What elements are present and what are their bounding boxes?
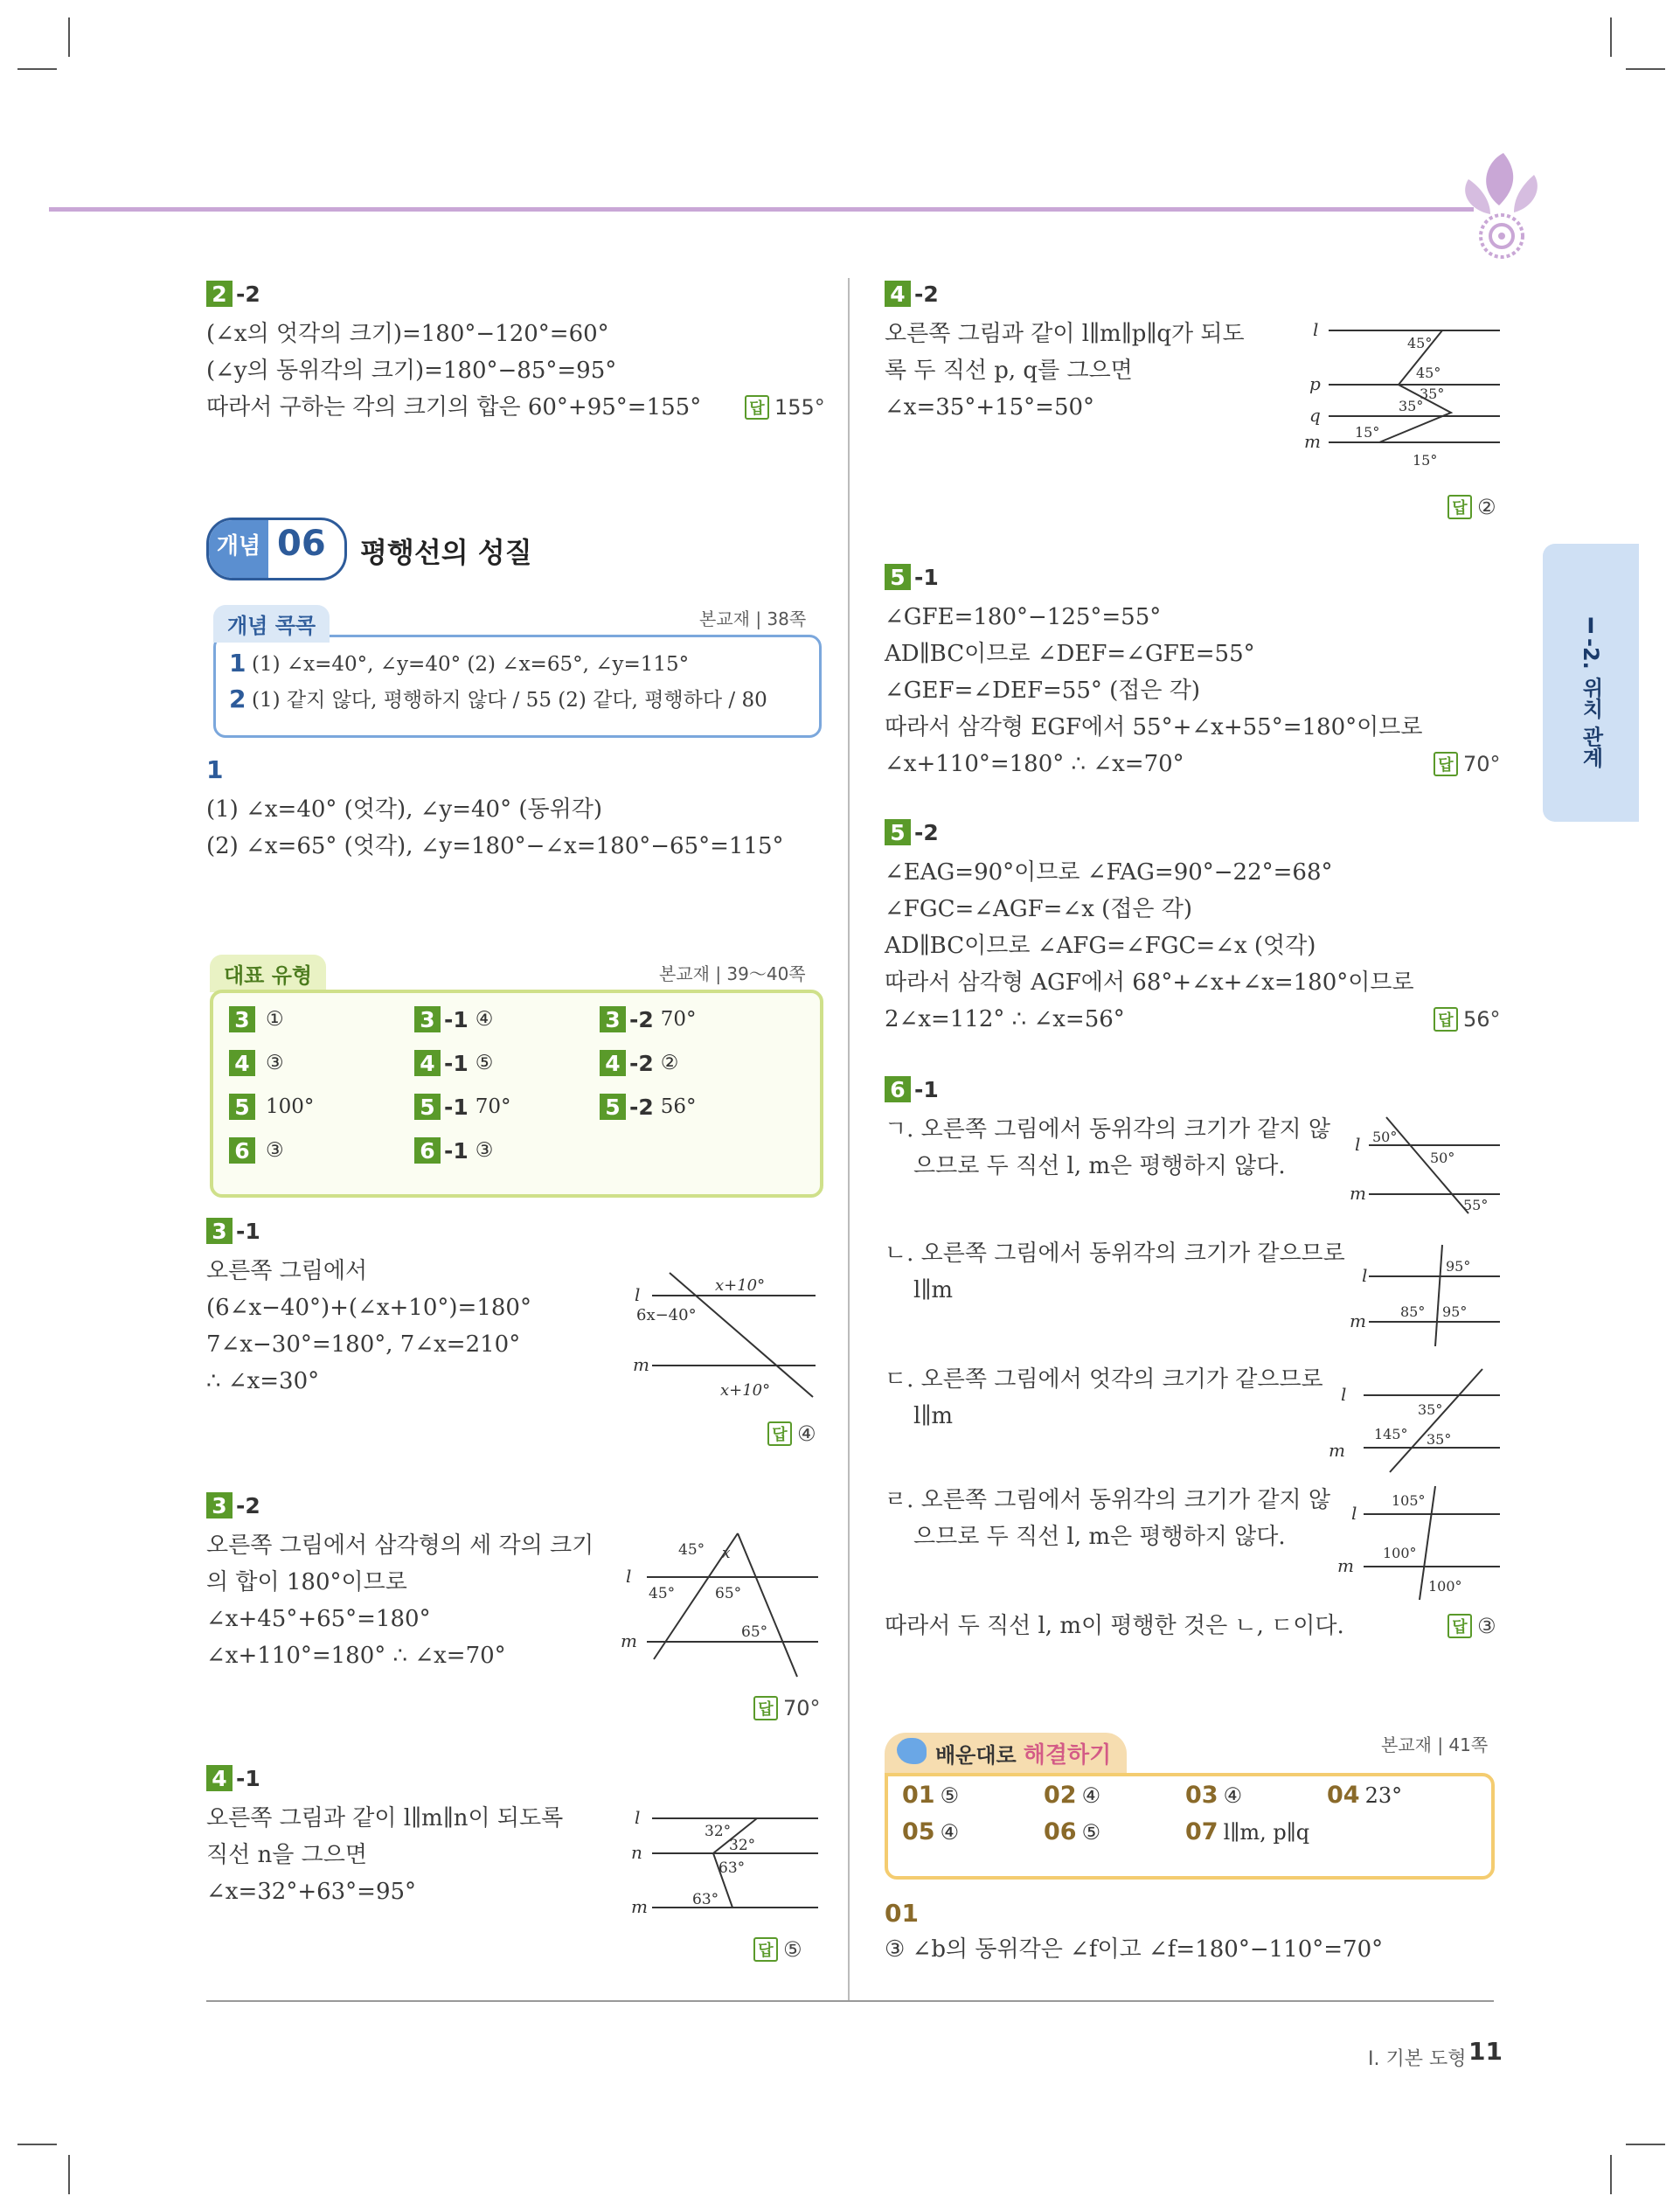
p61-c-line-1: ㄷ. 오른쪽 그림에서 엇각의 크기가 같으므로 [885,1366,1323,1393]
fig61c-m: m [1329,1440,1345,1461]
daepyo-item: 5 -1 70° [414,1093,511,1121]
daepyo-item: 3 -2 70° [600,1005,697,1033]
problem-label-3-2: 3 -2 [206,1491,260,1519]
p61-a-line-1: ㄱ. 오른쪽 그림에서 동위각의 크기가 같지 않 [885,1116,1330,1143]
fig61b-a1: 95° [1446,1258,1471,1275]
baeun-title-b: 해결하기 [1023,1741,1112,1769]
fig61c-a1: 35° [1418,1401,1443,1418]
fig32-l: l [626,1566,632,1587]
footer-chapter: Ⅰ. 기본 도형 [1368,2048,1467,2070]
p41-answer: 답 ⑤ [753,1937,802,1962]
fig61b-a2: 85° [1400,1303,1426,1320]
p61-d-line-2: 으므로 두 직선 l, m은 평행하지 않다. [885,1524,1286,1550]
fig31-l: l [635,1284,641,1305]
fig41-a4: 63° [692,1891,719,1908]
fig42-a3: 35° [1420,386,1445,402]
fig31-a3: x+10° [720,1381,771,1400]
kongkong-num-2: 2 [229,685,246,713]
fig32-a2: x [722,1545,731,1562]
solution-1-num: 1 [206,755,224,784]
side-tab-label: Ⅰ-2. 위치 관계 [1579,614,1603,768]
fig32-a4: 65° [715,1585,742,1602]
p32-line-3: ∠x+45°+65°=180° [206,1606,431,1632]
crop-mark-br-v [1610,2155,1612,2194]
p22-answer: 답 155° [745,395,825,420]
fig61a-a1: 50° [1372,1129,1398,1145]
problem-label-3-1: 3 -1 [206,1217,260,1245]
concept-number: 06 [277,524,326,564]
fig31-a1: 6x−40° [636,1306,697,1324]
fig31-a2: x+10° [715,1276,766,1295]
fig61a-a2: 50° [1430,1150,1455,1166]
p22-line-1: (∠x의 엇각의 크기)=180°−120°=60° [206,321,609,347]
concept-title: 평행선의 성질 [360,536,532,569]
fig61d-a1: 105° [1392,1492,1426,1509]
solution-01-num: 01 [885,1899,919,1928]
daepyo-grid [229,1005,806,1189]
baeun-item: 01 ⑤ [902,1782,960,1809]
p41-line-1: 오른쪽 그림과 같이 l∥m∥n이 되도록 [206,1805,564,1831]
daepyo-item: 4 ③ [229,1049,284,1077]
fig42-a6: 15° [1413,452,1438,469]
problem-label-6-1: 6 -1 [885,1075,939,1103]
baeun-item: 04 23° [1327,1782,1403,1809]
figure-6-1-c [1329,1360,1503,1474]
p22-line-3: 따라서 구하는 각의 크기의 합은 60°+95°=155° [206,394,702,420]
fig61a-a3: 55° [1463,1197,1489,1213]
fig61d-m: m [1337,1555,1354,1576]
fig42-a2: 45° [1416,365,1441,381]
p52-line-3: AD∥BC이므로 ∠AFG=∠FGC=∠x (엇각) [885,933,1316,959]
crop-mark-tl [17,68,57,70]
crop-mark-bl [17,2144,57,2145]
figure-4-1 [626,1801,822,1923]
p42-line-1: 오른쪽 그림과 같이 l∥m∥p∥q가 되도 [885,321,1245,347]
kongkong-num-1: 1 [229,649,246,678]
kongkong-row-2: (1) 같지 않다, 평행하지 않다 / 55 (2) 같다, 평행하다 / 80 [252,689,767,712]
baeun-header [885,1733,1127,1773]
p32-line-2: 의 합이 180°이므로 [206,1569,407,1595]
concept-tag: 개념 [209,520,268,578]
p41-line-3: ∠x=32°+63°=95° [206,1879,417,1905]
p51-answer: 답 70° [1434,752,1501,776]
daepyo-title: 대표 유형 [210,955,326,992]
daepyo-ref: 본교재 | 39～40쪽 [659,963,806,984]
daepyo-item: 4 -1 ⑤ [414,1049,493,1077]
p51-line-5: ∠x+110°=180° ∴ ∠x=70° [885,751,1184,777]
column-divider [848,278,850,2000]
p31-line-1: 오른쪽 그림에서 [206,1258,368,1284]
p51-line-2: AD∥BC이므로 ∠DEF=∠GFE=55° [885,641,1255,667]
p52-line-4: 따라서 삼각형 AGF에서 68°+∠x+∠x=180°이므로 [885,969,1414,996]
fig32-a1: 45° [678,1541,705,1559]
p22-line-2: (∠y의 동위각의 크기)=180°−85°=95° [206,358,617,384]
baeun-item: 06 ⑤ [1044,1818,1101,1845]
figure-3-1 [628,1255,820,1413]
p32-answer: 답 70° [753,1696,821,1720]
kongkong-title: 개념 콕콕 [213,605,330,643]
fig61b-l: l [1362,1265,1368,1286]
fig61d-a3: 100° [1428,1578,1462,1595]
p52-line-2: ∠FGC=∠AGF=∠x (접은 각) [885,896,1193,922]
fig61a-l: l [1355,1134,1361,1155]
baeun-ref: 본교재 | 41쪽 [1381,1734,1489,1755]
fig42-q: q [1309,405,1321,426]
header-rule [49,207,1474,212]
fig32-a3: 45° [649,1585,676,1602]
baeun-item: 03 ④ [1185,1782,1243,1809]
kongkong-row-1: (1) ∠x=40°, ∠y=40° (2) ∠x=65°, ∠y=115° [252,653,690,676]
p51-line-1: ∠GFE=180°−125°=55° [885,604,1162,630]
baeun-grid [902,1782,1479,1869]
fig61c-a3: 35° [1427,1431,1452,1448]
daepyo-item: 3 ① [229,1005,284,1033]
crop-mark-tr-v [1610,17,1612,57]
fig61b-m: m [1350,1310,1366,1331]
fig42-m: m [1304,431,1321,452]
crop-mark-tr [1626,68,1665,70]
daepyo-item: 5 -2 56° [600,1093,697,1121]
fig42-l: l [1313,319,1319,340]
fig61d-a2: 100° [1383,1545,1417,1561]
fig61c-a2: 145° [1374,1426,1408,1442]
fig42-a1: 45° [1407,335,1433,351]
p52-answer: 답 56° [1434,1007,1501,1032]
fig42-p: p [1309,373,1321,394]
p42-line-3: ∠x=35°+15°=50° [885,394,1095,420]
p31-line-2: (6∠x−40°)+(∠x+10°)=180° [206,1295,531,1321]
fig32-m: m [621,1630,637,1651]
p32-line-1: 오른쪽 그림에서 삼각형의 세 각의 크기 [206,1532,594,1559]
baeun-title-a: 배운대로 [935,1742,1017,1768]
p41-line-2: 직선 n을 그으면 [206,1842,367,1868]
problem-label-4-1: 4 -1 [206,1764,260,1792]
p61-d-line-1: ㄹ. 오른쪽 그림에서 동위각의 크기가 같지 않 [885,1487,1330,1513]
sol1-line-2: (2) ∠x=65° (엇각), ∠y=180°−∠x=180°−65°=115° [206,833,784,859]
fig41-a3: 63° [719,1859,746,1877]
p61-b-line-1: ㄴ. 오른쪽 그림에서 동위각의 크기가 같으므로 [885,1240,1345,1267]
fig41-a1: 32° [705,1823,732,1840]
daepyo-item: 6 ③ [229,1136,284,1164]
side-tab[interactable] [1543,544,1639,822]
daepyo-item: 5 100° [229,1093,314,1121]
p61-a-line-2: 으므로 두 직선 l, m은 평행하지 않다. [885,1153,1286,1179]
p61-c-line-2: l∥m [885,1403,954,1429]
fig61a-m: m [1350,1183,1366,1204]
p31-line-4: ∴ ∠x=30° [206,1368,320,1394]
daepyo-item: 3 -1 ④ [414,1005,493,1033]
fig41-l: l [635,1807,641,1828]
fig42-a5: 15° [1355,424,1380,441]
purple-flourish-icon [1451,144,1547,267]
kongkong-ref: 본교재 | 38쪽 [699,608,807,629]
fig61b-a3: 95° [1442,1303,1468,1320]
p61-b-line-2: l∥m [885,1277,954,1303]
daepyo-item: 4 -2 ② [600,1049,678,1077]
fig31-m: m [633,1354,649,1375]
figure-6-1-a [1346,1110,1503,1215]
concept-badge [206,518,347,580]
figure-3-2 [615,1528,822,1685]
baeun-item: 07 l∥m, p∥q [1185,1818,1310,1845]
fig61d-l: l [1351,1503,1357,1524]
p61-answer: 답 ③ [1447,1614,1496,1638]
crop-mark-tl-v [68,17,70,57]
p42-line-2: 록 두 직선 p, q를 그으면 [885,358,1133,384]
p42-answer: 답 ② [1447,495,1496,519]
footer-rule [206,2000,1494,2002]
fig41-a2: 32° [729,1837,756,1854]
fig42-a4: 35° [1399,398,1424,414]
sol1-line-1: (1) ∠x=40° (엇각), ∠y=40° (동위각) [206,796,602,823]
p52-line-1: ∠EAG=90°이므로 ∠FAG=90°−22°=68° [885,859,1333,886]
problem-label-5-2: 5 -2 [885,818,939,846]
fig61c-l: l [1341,1384,1347,1405]
p51-line-4: 따라서 삼각형 EGF에서 55°+∠x+55°=180°이므로 [885,714,1423,740]
daepyo-item: 6 -1 ③ [414,1136,493,1164]
p31-answer: 답 ④ [767,1421,816,1446]
p31-line-3: 7∠x−30°=180°, 7∠x=210° [206,1331,521,1358]
page-number: 11 [1468,2037,1503,2066]
problem-label-5-1: 5 -1 [885,563,939,591]
problem-label-2-2: 2 -2 [206,280,260,308]
fig41-n: n [631,1842,642,1863]
p32-line-4: ∠x+110°=180° ∴ ∠x=70° [206,1643,506,1669]
p61-conclusion: 따라서 두 직선 l, m이 평행한 것은 ㄴ, ㄷ이다. [885,1613,1344,1639]
problem-label-4-2: 4 -2 [885,280,939,308]
p52-line-5: 2∠x=112° ∴ ∠x=56° [885,1006,1125,1032]
baeun-item: 02 ④ [1044,1782,1101,1809]
fig41-m: m [631,1896,648,1917]
p51-line-3: ∠GEF=∠DEF=55° (접은 각) [885,678,1201,704]
bird-icon [897,1738,927,1764]
crop-mark-bl-v [68,2155,70,2194]
fig32-a5: 65° [741,1623,768,1641]
crop-mark-br [1626,2144,1665,2145]
sol01-line: ③ ∠b의 동위각은 ∠f이고 ∠f=180°−110°=70° [885,1936,1384,1963]
figure-6-1-d [1337,1483,1503,1605]
figure-6-1-b [1346,1241,1503,1346]
baeun-item: 05 ④ [902,1818,960,1845]
figure-4-2 [1302,315,1503,472]
